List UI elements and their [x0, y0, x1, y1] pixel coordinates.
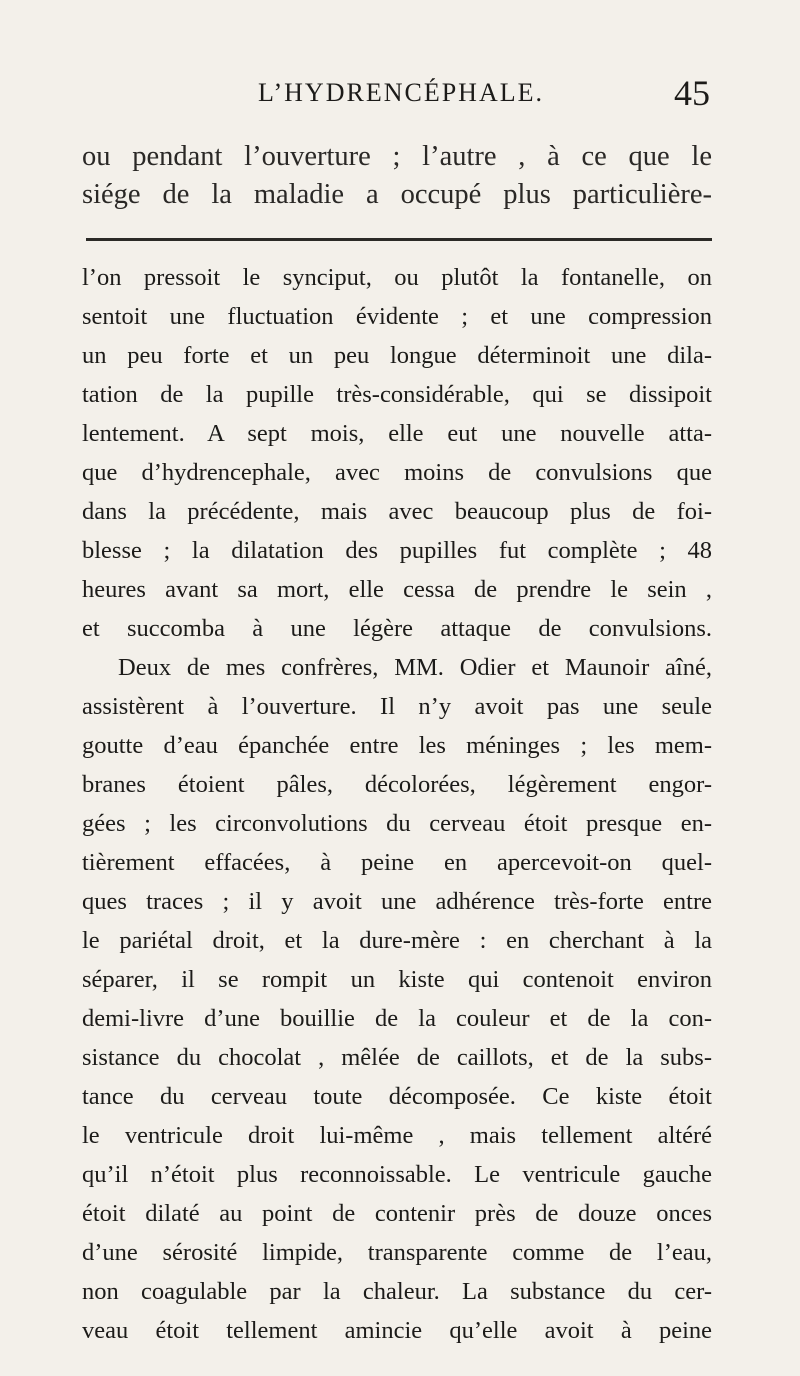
text-line: ou pendant l’ouverture ; l’autre , à ce que le [82, 141, 712, 172]
text-line: tièrement effacées, à peine en apercevoit-on quel- [82, 849, 712, 876]
text-line: le ventricule droit lui-même , mais tellement altéré [82, 1122, 712, 1149]
text-line: siége de la maladie a occupé plus particulière- [82, 179, 712, 210]
text-line: tation de la pupille très-considérable, qui se dissipoit [82, 381, 712, 408]
text-line: branes étoient pâles, décolorées, légèrement engor- [82, 771, 712, 798]
page-number: 45 [674, 73, 710, 113]
text-line: dans la précédente, mais avec beaucoup plus de foi- [82, 498, 712, 525]
running-title: L’HYDRENCÉPHALE. [258, 78, 544, 107]
text-line: et succomba à une légère attaque de convulsions. [82, 615, 712, 642]
text-line: d’une sérosité limpide, transparente comme de l’eau, [82, 1239, 712, 1266]
text-line: que d’hydrencephale, avec moins de convulsions que [82, 459, 712, 486]
text-line-indented: Deux de mes confrères, MM. Odier et Maunoir aîné, [118, 654, 712, 681]
text-line: qu’il n’étoit plus reconnoissable. Le ventricule gauche [82, 1161, 712, 1188]
text-line: le pariétal droit, et la dure-mère : en cherchant à la [82, 927, 712, 954]
separator-rule [86, 238, 712, 241]
text-line: tance du cerveau toute décomposée. Ce kiste étoit [82, 1083, 712, 1110]
running-head [80, 73, 710, 114]
text-line: étoit dilaté au point de contenir près de douze onces [82, 1200, 712, 1227]
pasted-paragraph-fragment [82, 138, 712, 214]
text-line: gées ; les circonvolutions du cerveau étoit presque en- [82, 810, 712, 837]
text-line: sentoit une fluctuation évidente ; et une compression [82, 303, 712, 330]
text-line: lentement. A sept mois, elle eut une nouvelle atta- [82, 420, 712, 447]
text-line: l’on pressoit le synciput, ou plutôt la fontanelle, on [82, 264, 712, 291]
text-line: séparer, il se rompit un kiste qui contenoit environ [82, 966, 712, 993]
text-line: non coagulable par la chaleur. La substance du cer- [82, 1278, 712, 1305]
text-line: heures avant sa mort, elle cessa de prendre le sein , [82, 576, 712, 603]
text-line: sistance du chocolat , mêlée de caillots, et de la subs- [82, 1044, 712, 1071]
body-text [82, 258, 712, 1350]
text-line: goutte d’eau épanchée entre les méninges ; les mem- [82, 732, 712, 759]
text-line: ques traces ; il y avoit une adhérence très-forte entre [82, 888, 712, 915]
text-line: demi-livre d’une bouillie de la couleur et de la con- [82, 1005, 712, 1032]
text-line: blesse ; la dilatation des pupilles fut complète ; 48 [82, 537, 712, 564]
text-line: assistèrent à l’ouverture. Il n’y avoit pas une seule [82, 693, 712, 720]
text-line: un peu forte et un peu longue déterminoit une dila- [82, 342, 712, 369]
text-line: veau étoit tellement amincie qu’elle avoit à peine [82, 1317, 712, 1344]
